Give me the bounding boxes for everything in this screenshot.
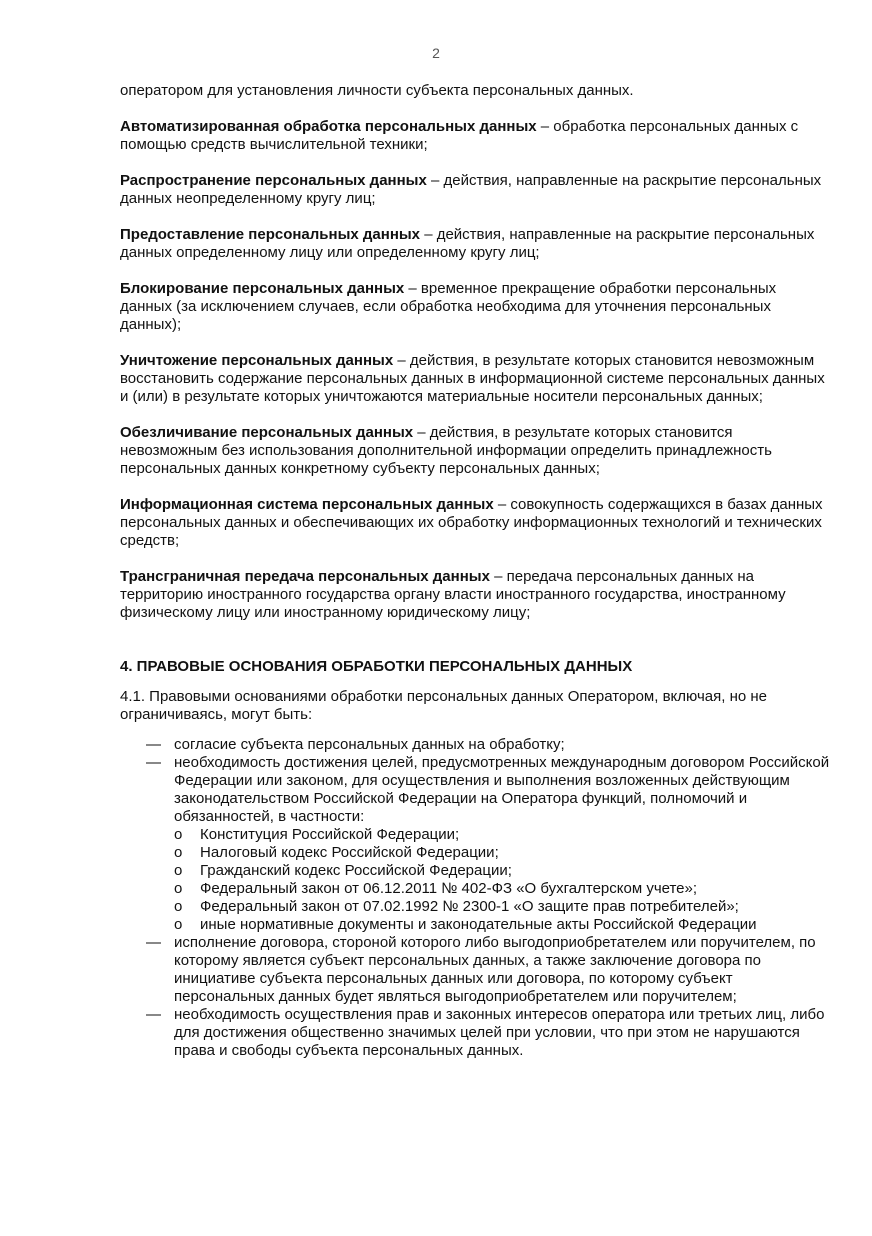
definition-text: – действия, в результате которых становится невозможным восстановить содержание персональных данных в информационной системе персональных данных и (или) в результате которых уничтожаются материальные носители персональных данных; xyxy=(120,352,825,405)
definition-information-system xyxy=(120,496,832,550)
section-4-intro: 4.1. Правовыми основаниями обработки персональных данных Оператором, включая, но не ограничиваясь, могут быть: xyxy=(120,688,767,723)
sub-item-text: иные нормативные документы и законодательные акты Российской Федерации xyxy=(200,916,757,933)
circle-bullet-icon: o xyxy=(174,844,183,861)
list-item xyxy=(120,1006,832,1060)
definition-text: – совокупность содержащихся в базах данных персональных данных и обеспечивающих их обработку информационных технологий и технических средств; xyxy=(120,496,823,549)
definition-blocking xyxy=(120,280,832,334)
definition-term: Блокирование персональных данных xyxy=(120,280,405,297)
document-body xyxy=(120,82,832,1060)
sub-item-text: Конституция Российской Федерации; xyxy=(200,826,460,843)
definition-dissemination xyxy=(120,172,832,208)
definition-destruction xyxy=(120,352,832,406)
definition-term: Трансграничная передача персональных данных xyxy=(120,568,490,585)
page-number: 2 xyxy=(432,45,440,61)
definition-text: – действия, в результате которых становится невозможным без использования дополнительной информации определить принадлежность персональных данных конкретному субъекту персональных данных; xyxy=(120,424,772,477)
sub-item-text: Федеральный закон от 07.02.1992 № 2300-1 «О защите прав потребителей»; xyxy=(200,898,739,915)
sub-item-text: Налоговый кодекс Российской Федерации; xyxy=(200,844,499,861)
definition-provision xyxy=(120,226,832,262)
definition-text: – временное прекращение обработки персональных данных (за исключением случаев, если обработка необходима для уточнения персональных данных); xyxy=(120,280,777,333)
sub-list-item xyxy=(174,826,832,844)
definition-text: – обработка персональных данных с помощью средств вычислительной техники; xyxy=(120,118,799,153)
definition-text: – действия, направленные на раскрытие персональных данных неопределенному кругу лиц; xyxy=(120,172,822,207)
list-item xyxy=(120,754,832,934)
definition-text: – действия, направленные на раскрытие персональных данных определенному лицу или определенному кругу лиц; xyxy=(120,226,815,261)
circle-bullet-icon: o xyxy=(174,880,183,897)
definition-term: Предоставление персональных данных xyxy=(120,226,421,243)
dash-marker: — xyxy=(146,934,161,951)
list-item-text: необходимость достижения целей, предусмотренных международным договором Российской Федерации или законом, для осуществления и выполнения возложенных действующим законодательством Российской Федерации на Оператора функций, полномочий и обязанностей, в частности: xyxy=(174,754,830,825)
dash-marker: — xyxy=(146,1006,161,1023)
sub-list-item xyxy=(174,862,832,880)
definition-term: Автоматизированная обработка персональных данных xyxy=(120,118,537,135)
definition-depersonalization xyxy=(120,424,832,478)
definition-text: – передача персональных данных на территорию иностранного государства органу власти иностранного государства, иностранному физическому лицу или иностранному юридическому лицу; xyxy=(120,568,786,621)
list-item xyxy=(120,736,832,754)
list-item xyxy=(120,934,832,1006)
list-item-text: необходимость осуществления прав и законных интересов оператора или третьих лиц, либо для достижения общественно значимых целей при условии, что при этом не нарушаются права и свободы субъекта персональных данных. xyxy=(174,1006,825,1059)
dash-marker: — xyxy=(146,754,161,771)
legal-acts-list xyxy=(174,826,832,934)
definition-term: Уничтожение персональных данных xyxy=(120,352,394,369)
circle-bullet-icon: o xyxy=(174,862,183,879)
sub-list-item xyxy=(174,844,832,862)
circle-bullet-icon: o xyxy=(174,916,183,933)
sub-item-text: Федеральный закон от 06.12.2011 № 402-ФЗ «О бухгалтерском учете»; xyxy=(200,880,698,897)
definition-term: Обезличивание персональных данных xyxy=(120,424,414,441)
circle-bullet-icon: o xyxy=(174,898,183,915)
definition-term: Информационная система персональных данных xyxy=(120,496,494,513)
legal-basis-list xyxy=(120,736,832,1060)
list-item-text: согласие субъекта персональных данных на обработку; xyxy=(174,736,565,753)
section-4-title: 4. ПРАВОВЫЕ ОСНОВАНИЯ ОБРАБОТКИ ПЕРСОНАЛЬНЫХ ДАННЫХ xyxy=(120,658,633,675)
sub-list-item xyxy=(174,880,832,898)
list-item-text: исполнение договора, стороной которого либо выгодоприобретателем или поручителем, по которому является субъект персональных данных, а также заключение договора по инициативе субъекта персональных данных или договора, по которому субъект персональных данных будет являться выгодоприобретателем или поручителем; xyxy=(174,934,816,1005)
sub-list-item xyxy=(174,916,832,934)
dash-marker: — xyxy=(146,736,161,753)
definition-automated-processing xyxy=(120,118,832,154)
definition-term: Распространение персональных данных xyxy=(120,172,427,189)
sub-item-text: Гражданский кодекс Российской Федерации; xyxy=(200,862,512,879)
definition-cross-border-transfer xyxy=(120,568,832,622)
sub-list-item xyxy=(174,898,832,916)
intro-paragraph: оператором для установления личности субъекта персональных данных. xyxy=(120,82,634,99)
circle-bullet-icon: o xyxy=(174,826,183,843)
